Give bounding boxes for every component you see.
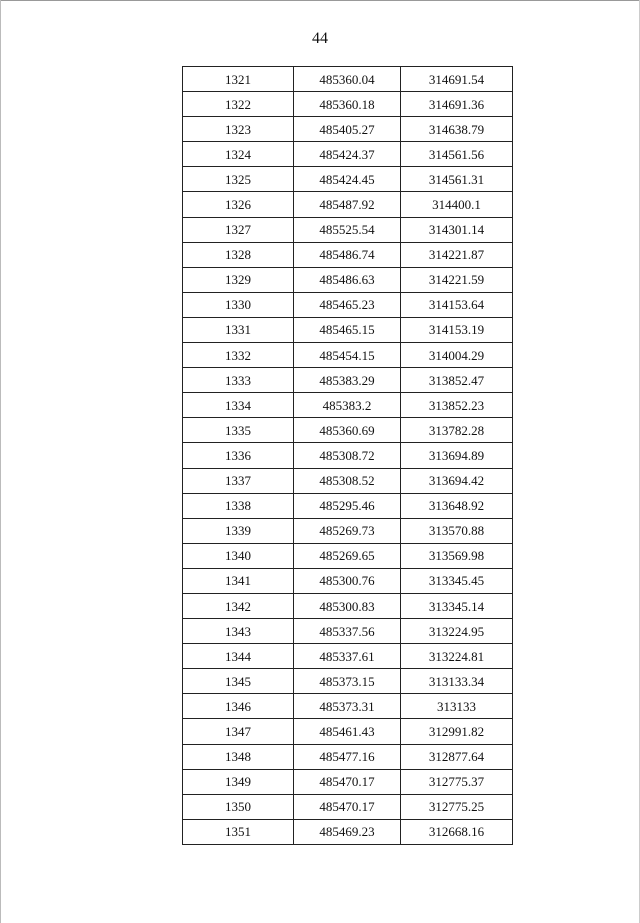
y-coordinate-cell: 313694.42 [401,468,513,493]
y-coordinate-cell: 313852.47 [401,368,513,393]
point-number-cell: 1338 [183,493,294,518]
y-coordinate-cell: 314691.36 [401,92,513,117]
x-coordinate-cell: 485424.37 [294,142,401,167]
y-coordinate-cell: 314221.87 [401,242,513,267]
table-row [183,292,513,317]
page-number: 44 [312,30,328,47]
y-coordinate-cell: 313648.92 [401,493,513,518]
y-coordinate-cell: 313852.23 [401,393,513,418]
x-coordinate-cell: 485300.76 [294,568,401,593]
table-row [183,543,513,568]
x-coordinate-cell: 485373.31 [294,694,401,719]
y-coordinate-cell: 313345.14 [401,593,513,618]
point-number-cell: 1348 [183,744,294,769]
table-row [183,192,513,217]
x-coordinate-cell: 485405.27 [294,117,401,142]
x-coordinate-cell: 485308.52 [294,468,401,493]
table-row [183,317,513,342]
point-number-cell: 1329 [183,267,294,292]
y-coordinate-cell: 312877.64 [401,744,513,769]
table-row [183,518,513,543]
y-coordinate-cell: 314153.19 [401,317,513,342]
point-number-cell: 1341 [183,568,294,593]
x-coordinate-cell: 485424.45 [294,167,401,192]
point-number-cell: 1327 [183,217,294,242]
y-coordinate-cell: 313569.98 [401,543,513,568]
y-coordinate-cell: 314004.29 [401,343,513,368]
point-number-cell: 1333 [183,368,294,393]
table-row [183,92,513,117]
table-row [183,493,513,518]
point-number-cell: 1350 [183,794,294,819]
point-number-cell: 1347 [183,719,294,744]
point-number-cell: 1345 [183,669,294,694]
y-coordinate-cell: 313782.28 [401,418,513,443]
x-coordinate-cell: 485470.17 [294,769,401,794]
x-coordinate-cell: 485360.69 [294,418,401,443]
y-coordinate-cell: 314561.31 [401,167,513,192]
point-number-cell: 1336 [183,443,294,468]
table-row [183,142,513,167]
table-row [183,744,513,769]
point-number-cell: 1330 [183,292,294,317]
point-number-cell: 1321 [183,67,294,92]
scan-edge-line-left [0,0,1,923]
y-coordinate-cell: 313570.88 [401,518,513,543]
x-coordinate-cell: 485300.83 [294,593,401,618]
y-coordinate-cell: 314561.56 [401,142,513,167]
x-coordinate-cell: 485486.74 [294,242,401,267]
table-row [183,217,513,242]
table-row [183,619,513,644]
x-coordinate-cell: 485461.43 [294,719,401,744]
x-coordinate-cell: 485465.15 [294,317,401,342]
y-coordinate-cell: 312991.82 [401,719,513,744]
y-coordinate-cell: 313224.81 [401,644,513,669]
point-number-cell: 1351 [183,819,294,844]
table-row [183,167,513,192]
y-coordinate-cell: 313224.95 [401,619,513,644]
y-coordinate-cell: 314400.1 [401,192,513,217]
table-row [183,644,513,669]
x-coordinate-cell: 485383.2 [294,393,401,418]
x-coordinate-cell: 485383.29 [294,368,401,393]
coordinates-table [182,66,513,845]
point-number-cell: 1342 [183,593,294,618]
x-coordinate-cell: 485469.23 [294,819,401,844]
point-number-cell: 1339 [183,518,294,543]
point-number-cell: 1346 [183,694,294,719]
x-coordinate-cell: 485454.15 [294,343,401,368]
point-number-cell: 1344 [183,644,294,669]
x-coordinate-cell: 485360.18 [294,92,401,117]
table-row [183,368,513,393]
x-coordinate-cell: 485308.72 [294,443,401,468]
point-number-cell: 1349 [183,769,294,794]
point-number-cell: 1335 [183,418,294,443]
point-number-cell: 1322 [183,92,294,117]
table-row [183,694,513,719]
y-coordinate-cell: 312775.37 [401,769,513,794]
point-number-cell: 1323 [183,117,294,142]
table-row [183,794,513,819]
table-row [183,343,513,368]
table-row [183,418,513,443]
y-coordinate-cell: 313345.45 [401,568,513,593]
x-coordinate-cell: 485295.46 [294,493,401,518]
x-coordinate-cell: 485337.61 [294,644,401,669]
table-row [183,117,513,142]
x-coordinate-cell: 485477.16 [294,744,401,769]
table-row [183,443,513,468]
x-coordinate-cell: 485360.04 [294,67,401,92]
y-coordinate-cell: 314691.54 [401,67,513,92]
point-number-cell: 1343 [183,619,294,644]
table-row [183,67,513,92]
x-coordinate-cell: 485487.92 [294,192,401,217]
table-row [183,468,513,493]
point-number-cell: 1337 [183,468,294,493]
point-number-cell: 1326 [183,192,294,217]
table-row [183,769,513,794]
y-coordinate-cell: 312775.25 [401,794,513,819]
y-coordinate-cell: 312668.16 [401,819,513,844]
table-row [183,593,513,618]
scan-edge-line-top [0,0,640,1]
table-row [183,568,513,593]
point-number-cell: 1334 [183,393,294,418]
x-coordinate-cell: 485269.65 [294,543,401,568]
coordinates-table-body [183,67,513,845]
x-coordinate-cell: 485337.56 [294,619,401,644]
y-coordinate-cell: 313694.89 [401,443,513,468]
x-coordinate-cell: 485373.15 [294,669,401,694]
y-coordinate-cell: 314638.79 [401,117,513,142]
point-number-cell: 1328 [183,242,294,267]
x-coordinate-cell: 485470.17 [294,794,401,819]
point-number-cell: 1325 [183,167,294,192]
table-row [183,819,513,844]
y-coordinate-cell: 313133.34 [401,669,513,694]
point-number-cell: 1332 [183,343,294,368]
x-coordinate-cell: 485486.63 [294,267,401,292]
x-coordinate-cell: 485269.73 [294,518,401,543]
table-row [183,393,513,418]
point-number-cell: 1324 [183,142,294,167]
y-coordinate-cell: 313133 [401,694,513,719]
point-number-cell: 1340 [183,543,294,568]
table-row [183,242,513,267]
table-row [183,267,513,292]
x-coordinate-cell: 485525.54 [294,217,401,242]
point-number-cell: 1331 [183,317,294,342]
table-row [183,719,513,744]
y-coordinate-cell: 314221.59 [401,267,513,292]
table-row [183,669,513,694]
y-coordinate-cell: 314301.14 [401,217,513,242]
x-coordinate-cell: 485465.23 [294,292,401,317]
y-coordinate-cell: 314153.64 [401,292,513,317]
